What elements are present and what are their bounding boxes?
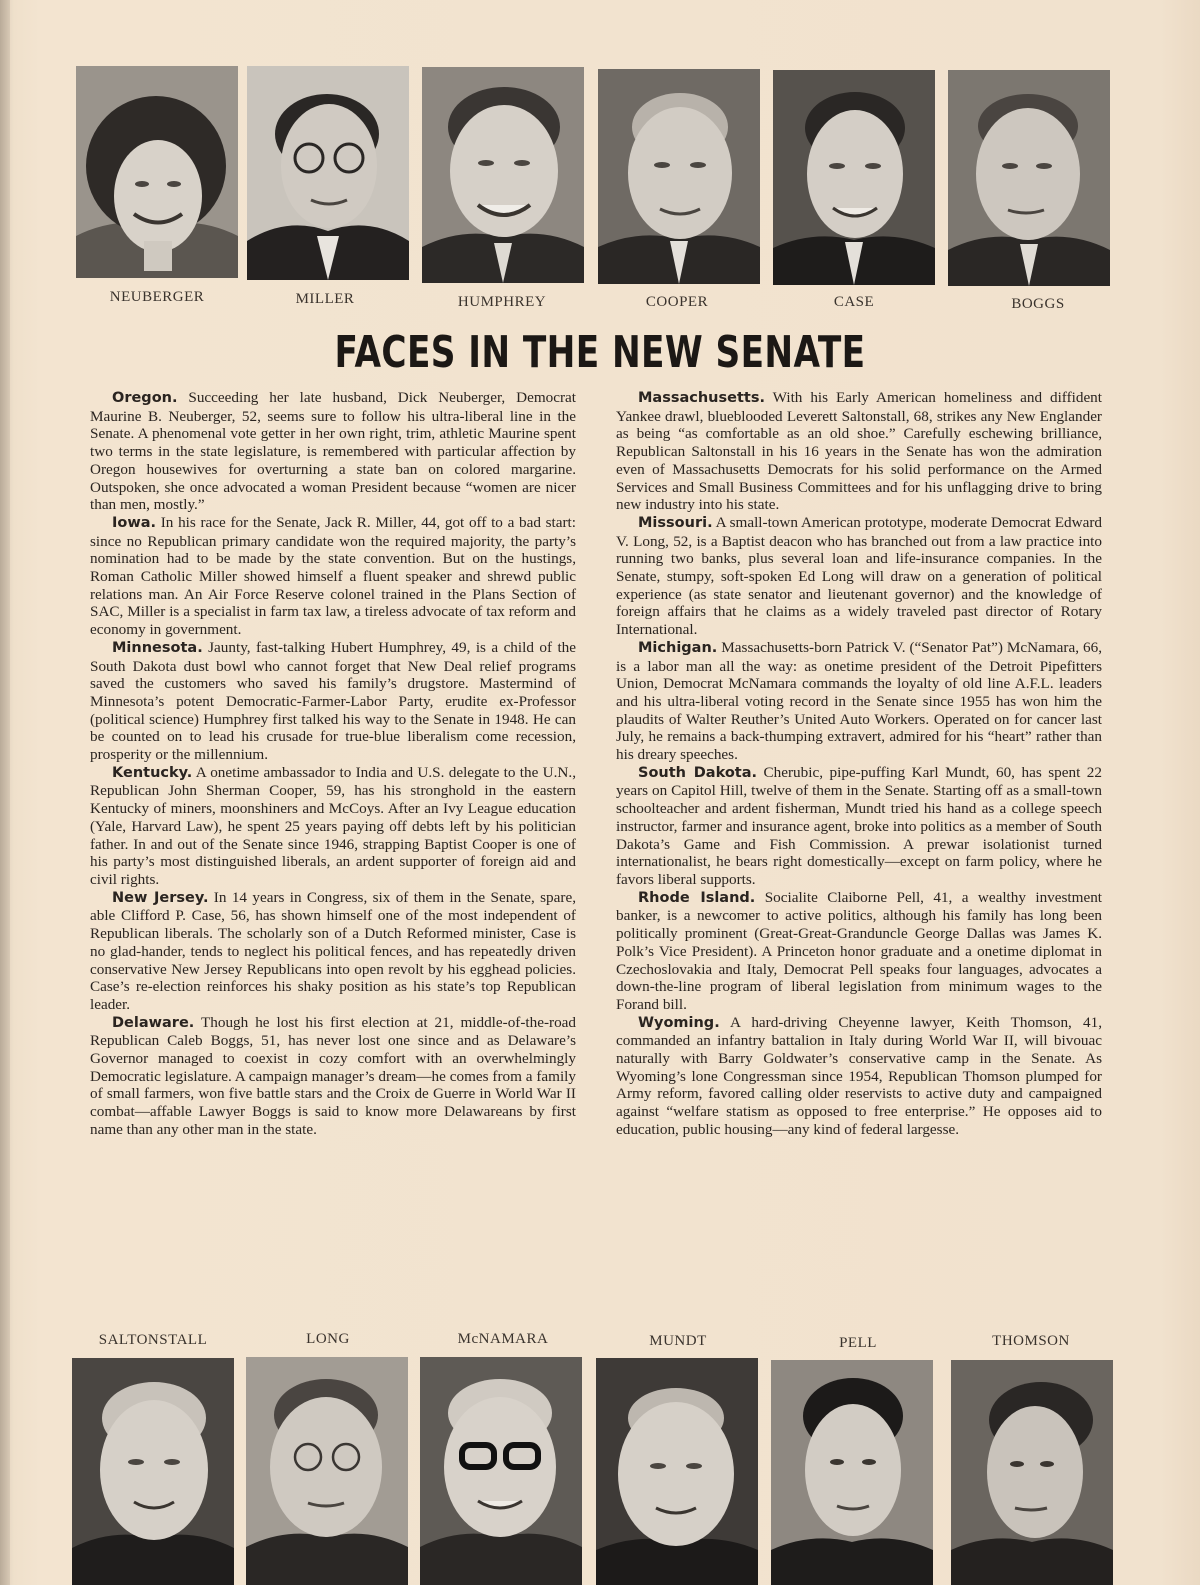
paragraph-iowa: [90, 514, 576, 639]
portrait-pell: [771, 1360, 933, 1585]
paragraph-text: In 14 years in Congress, six of them in the Senate, spare, able Clifford P. Case, 56, has shown himself one of the most independent of Republican liberals. The scholarly son of a Dutch Reformed minister, Case is no glad-hander, tends to neglect his political fences, and has repeatedly driven conservative New Jersey Republicans into open revolt by his egghead policies. Case’s re-election reinforces his shaky position as his state’s top Republican leader.: [90, 888, 576, 1013]
paragraph-text: A onetime ambassador to India and U.S. delegate to the U.N., Republican John Sherman Cooper, 59, has his stronghold in the eastern Kentucky of miners, moonshiners and McCoys. After an Ivy League education (Yale, Harvard Law), he spent 25 years paying off debts left by his politician father. In and out of the Senate since 1946, strapping Baptist Cooper is one of his party’s most distinguished liberals, an ardent supporter of foreign aid and civil rights.: [90, 763, 576, 888]
paragraph-text: Though he lost his first election at 21, middle-of-the-road Republican Caleb Boggs, 51, has never lost one since and as Delaware’s Governor managed to coexist in cozy comfort with an overwhelmingly Democratic legislature. A campaign manager’s dream—he comes from a family of small farmers, won five battle stars and the Croix de Guerre in World War II combat—affable Lawyer Boggs is said to know more Delawareans by first name than any other man in the state.: [90, 1013, 576, 1138]
page-spine: [0, 0, 10, 1585]
state-label: Minnesota.: [112, 639, 203, 656]
paragraph-text: A small-town American prototype, moderate Democrat Edward V. Long, 52, is a Baptist deacon who has branched out from a law practice into running two banks, plus several loan and life-insurance companies. In the Senate, stumpy, soft-spoken Ed Long will draw on a generation of political experience (as state senator and lieutenant governor) and the knowledge of foreign affairs that he claims as a widely traveled past director of Rotary International.: [616, 513, 1102, 639]
paragraph-text: Cherubic, pipe-puffing Karl Mundt, 60, has spent 22 years on Capitol Hill, twelve of them in the Senate. Starting off as a small-town schoolteacher and ardent fisherman, Mundt tried his hand as a college speech instructor, farmer and insurance agent, broke into politics as a member of South Dakota’s Game and Fish Commission. A prewar isolationist turned internationalist, he bears right domestically—except on farm policy, where he favors liberal supports.: [616, 763, 1102, 888]
left-column: [90, 389, 576, 1139]
right-column: [616, 389, 1102, 1139]
caption-case: CASE: [833, 294, 875, 310]
portrait-humphrey: [422, 67, 584, 283]
caption-cooper: COOPER: [645, 294, 709, 310]
paragraph-michigan: [616, 639, 1102, 764]
portrait-neuberger: [76, 66, 238, 278]
state-label: Oregon.: [112, 390, 178, 406]
state-label: Wyoming.: [638, 1014, 720, 1031]
paragraph-text: Jaunty, fast-talking Hubert Humphrey, 49, is a child of the South Dakota dust bowl who cannot forget that New Deal relief programs saved the customers who saved his family’s drugstore. Mastermind of Minnesota’s potent Democratic-Farmer-Labor Party, erudite ex-Professor (political science) Humphrey first talked his way to the Senate in 1948. He can be counted on to lead his crusade for true-blue liberalism come recession, prosperity or the millennium.: [90, 638, 576, 764]
paragraph-minnesota: [90, 639, 576, 764]
caption-pell: PELL: [839, 1335, 877, 1351]
state-label: South Dakota.: [638, 764, 758, 781]
state-label: Michigan.: [638, 639, 718, 656]
paragraph-missouri: [616, 514, 1102, 639]
caption-neuberger: NEUBERGER: [109, 289, 205, 305]
caption-humphrey: HUMPHREY: [457, 294, 547, 310]
caption-mcnamara: McNAMARA: [457, 1331, 549, 1347]
portrait-saltonstall: [72, 1358, 234, 1585]
paragraph-kentucky: [90, 764, 576, 889]
state-label: Iowa.: [112, 514, 157, 531]
portrait-cooper: [598, 69, 760, 284]
portrait-thomson: [951, 1360, 1113, 1585]
caption-long: LONG: [306, 1331, 350, 1347]
paragraph-text: Succeeding her late husband, Dick Neuberger, Democrat Maurine B. Neuberger, 52, seems sure to follow his ultra-liberal line in the Senate. A phenomenal vote getter in her own right, trim, athletic Maurine spent two terms in the state legislature, is remembered with particular affection by Oregon housewives for overturning a state ban on colored margarine. Outspoken, she once advocated a woman President because “women are nicer than men, mostly.”: [90, 389, 576, 514]
state-label: Rhode Island.: [638, 889, 756, 906]
state-label: New Jersey.: [112, 889, 209, 906]
paragraph-south-dakota: [616, 764, 1102, 889]
state-label: Massachusetts.: [638, 390, 765, 406]
portrait-miller: [247, 66, 409, 280]
portrait-case: [773, 70, 935, 285]
paragraph-rhode-island: [616, 889, 1102, 1014]
caption-boggs: BOGGS: [1011, 296, 1065, 312]
paragraph-text: A hard-driving Cheyenne lawyer, Keith Thomson, 41, commanded an infantry battalion in Italy during World War II, will bivouac naturally with Barry Goldwater’s conservative camp in the Senate. As Wyoming’s lone Congressman since 1954, Republican Thomson plumped for Army reform, favored calling older reservists to active duty and campaigned against “welfare statism as opposed to free enterprise.” He opposes aid to education, public housing—any kind of federal largesse.: [616, 1013, 1102, 1138]
portrait-boggs: [948, 70, 1110, 286]
caption-mundt: MUNDT: [649, 1333, 707, 1349]
caption-thomson: THOMSON: [992, 1333, 1070, 1349]
paragraph-oregon: [90, 389, 576, 514]
headline: FACES IN THE NEW SENATE: [334, 327, 866, 378]
portrait-mcnamara: [420, 1357, 582, 1585]
state-label: Kentucky.: [112, 764, 193, 781]
state-label: Delaware.: [112, 1014, 195, 1031]
paragraph-delaware: [90, 1014, 576, 1139]
paragraph-text: In his race for the Senate, Jack R. Miller, 44, got off to a bad start: since no Republican primary candidate won the required majority, the party’s nomination had to be made by the state convention. But on the hustings, Roman Catholic Miller showed himself a fluent speaker and shrewd public relations man. An Air Force Reserve colonel trained in the Plans Section of SAC, Miller is a specialist in farm tax law, a tireless advocate of tax reform and economy in government.: [90, 513, 576, 639]
paragraph-text: With his Early American homeliness and diffident Yankee drawl, blueblooded Leverett Saltonstall, 68, strikes any New Englander as being “as comfortable as an old shoe.” Carefully eschewing brilliance, Republican Saltonstall in his 16 years in the Senate has won the admiration even of Massachusetts Democrats for his solid performance on the Armed Services and Small Business Committees and for his unflagging drive to bring new industry into his state.: [616, 389, 1102, 514]
paragraph-wyoming: [616, 1014, 1102, 1139]
paragraph-text: Socialite Claiborne Pell, 41, a wealthy investment banker, is a newcomer to active politics, although his family has long been politically prominent (Great-Great-Granduncle George Dallas was James K. Polk’s Vice President). A Princeton honor graduate and a onetime diplomat in Czechoslovakia and Italy, Democrat Pell speaks four languages, advocates a down-the-line program of liberal legislation from minimum wages to the Forand bill.: [616, 888, 1103, 1013]
caption-miller: MILLER: [295, 291, 355, 307]
paragraph-text: Massachusetts-born Patrick V. (“Senator Pat”) McNamara, 66, is a labor man all the way: as onetime president of the Detroit Pipefitters Union, Democrat McNamara commands the loyalty of old line A.F.L. leaders and his ultra-liberal voting record in the Senate since 1955 has won him the plaudits of Walter Reuther’s United Auto Workers. Operated on for cancer last July, he remains a back-thumping extravert, admired for his “heart” rather than his dreary speeches.: [616, 638, 1102, 764]
paragraph-new-jersey: [90, 889, 576, 1014]
portrait-mundt: [596, 1358, 758, 1585]
portrait-long: [246, 1357, 408, 1585]
caption-saltonstall: SALTONSTALL: [98, 1332, 208, 1348]
state-label: Missouri.: [638, 514, 713, 531]
paragraph-massachusetts: [616, 389, 1102, 514]
